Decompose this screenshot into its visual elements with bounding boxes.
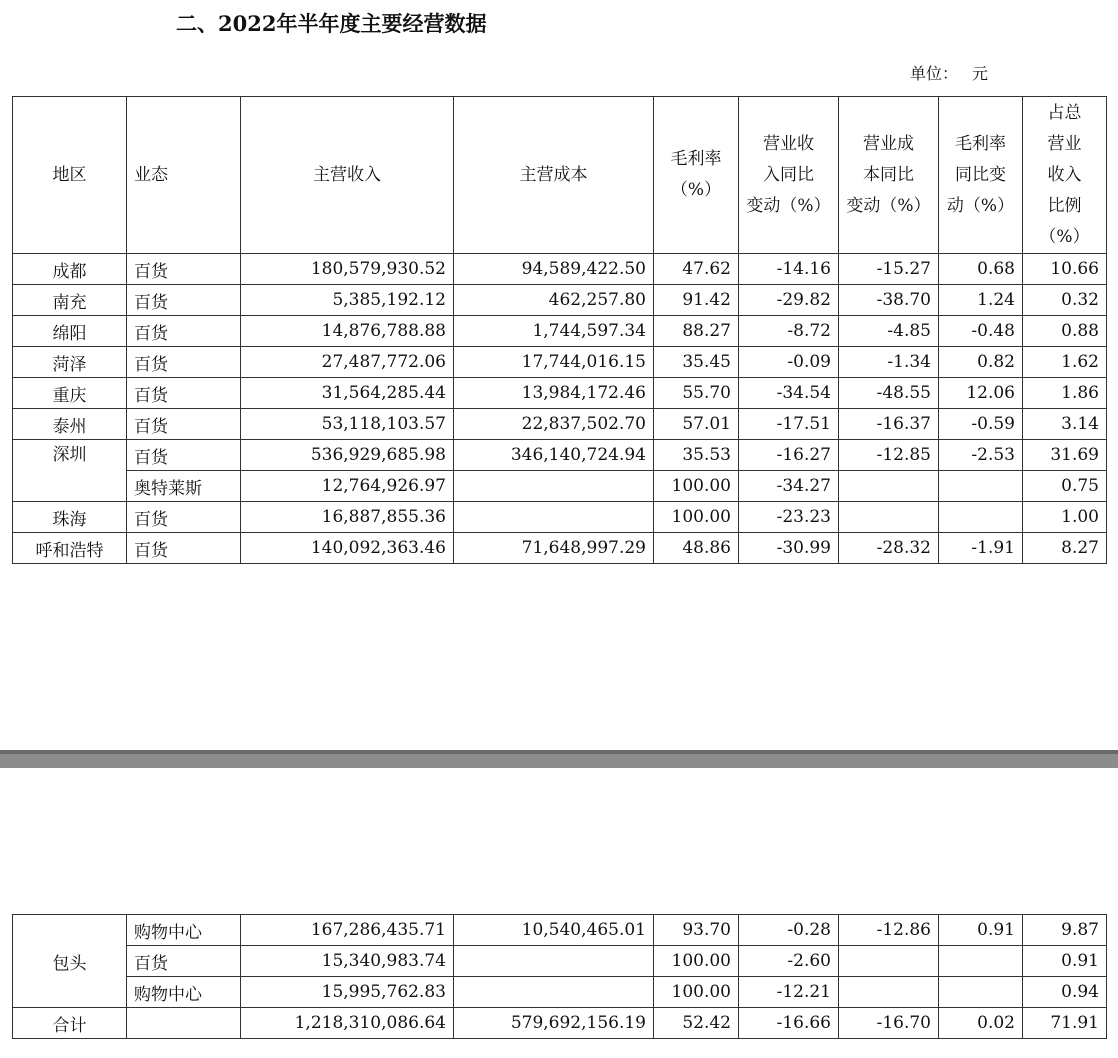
region-cell: 包头: [13, 915, 127, 1008]
margin-yoy-cell: -0.48: [939, 316, 1023, 347]
cost-cell: 71,648,997.29: [454, 533, 654, 564]
revenue-share-cell: 0.32: [1023, 285, 1107, 316]
margin-yoy-cell: [939, 502, 1023, 533]
region-cell: 珠海: [13, 502, 127, 533]
section-title: 二、2022年半年度主要经营数据: [176, 11, 487, 36]
region-cell: 深圳: [13, 440, 127, 502]
cost-yoy-cell: -16.37: [839, 409, 939, 440]
table-row: [13, 440, 1107, 471]
header-revenue-share: 占总 营业 收入 比例 （%）: [1023, 97, 1107, 254]
revenue-yoy-cell: -34.54: [739, 378, 839, 409]
table-row: [13, 254, 1107, 285]
cost-cell: [454, 471, 654, 502]
format-cell: [127, 1008, 241, 1039]
header-cost: 主营成本: [454, 97, 654, 254]
revenue-yoy-cell: -16.66: [739, 1008, 839, 1039]
revenue-share-cell: 71.91: [1023, 1008, 1107, 1039]
margin-yoy-cell: 0.02: [939, 1008, 1023, 1039]
gross-margin-cell: 55.70: [654, 378, 739, 409]
gross-margin-cell: 47.62: [654, 254, 739, 285]
revenue-yoy-cell: -29.82: [739, 285, 839, 316]
table-row: [13, 533, 1107, 564]
cost-cell: [454, 977, 654, 1008]
revenue-yoy-cell: -16.27: [739, 440, 839, 471]
header-gross-margin: 毛利率 （%）: [654, 97, 739, 254]
table-row: [13, 1008, 1107, 1039]
format-cell: 百货: [127, 409, 241, 440]
table-row: [13, 378, 1107, 409]
cost-yoy-cell: -16.70: [839, 1008, 939, 1039]
gross-margin-cell: 35.45: [654, 347, 739, 378]
cost-cell: 10,540,465.01: [454, 915, 654, 946]
operating-data-table-continued: [12, 914, 1107, 1039]
format-cell: 百货: [127, 502, 241, 533]
cost-cell: 22,837,502.70: [454, 409, 654, 440]
revenue-cell: 536,929,685.98: [241, 440, 454, 471]
table-row: [13, 347, 1107, 378]
revenue-cell: 140,092,363.46: [241, 533, 454, 564]
region-cell: 合计: [13, 1008, 127, 1039]
region-cell: 泰州: [13, 409, 127, 440]
revenue-share-cell: 10.66: [1023, 254, 1107, 285]
revenue-share-cell: 0.75: [1023, 471, 1107, 502]
unit-value: 元: [972, 64, 989, 83]
gross-margin-cell: 100.00: [654, 946, 739, 977]
revenue-yoy-cell: -8.72: [739, 316, 839, 347]
format-cell: 百货: [127, 285, 241, 316]
revenue-share-cell: 1.62: [1023, 347, 1107, 378]
cost-cell: 13,984,172.46: [454, 378, 654, 409]
cost-cell: [454, 502, 654, 533]
revenue-cell: 5,385,192.12: [241, 285, 454, 316]
cost-cell: 462,257.80: [454, 285, 654, 316]
revenue-share-cell: 0.94: [1023, 977, 1107, 1008]
cost-yoy-cell: -48.55: [839, 378, 939, 409]
cost-cell: [454, 946, 654, 977]
header-revenue-yoy: 营业收 入同比 变动（%）: [739, 97, 839, 254]
revenue-cell: 31,564,285.44: [241, 378, 454, 409]
cost-yoy-cell: -12.85: [839, 440, 939, 471]
region-cell: 成都: [13, 254, 127, 285]
cost-yoy-cell: [839, 471, 939, 502]
revenue-cell: 53,118,103.57: [241, 409, 454, 440]
cost-yoy-cell: -15.27: [839, 254, 939, 285]
format-cell: 百货: [127, 440, 241, 471]
header-region: 地区: [13, 97, 127, 254]
cost-cell: 579,692,156.19: [454, 1008, 654, 1039]
region-cell: 绵阳: [13, 316, 127, 347]
revenue-yoy-cell: -34.27: [739, 471, 839, 502]
revenue-cell: 14,876,788.88: [241, 316, 454, 347]
cost-yoy-cell: -4.85: [839, 316, 939, 347]
gross-margin-cell: 57.01: [654, 409, 739, 440]
format-cell: 奥特莱斯: [127, 471, 241, 502]
revenue-yoy-cell: -0.09: [739, 347, 839, 378]
header-format: 业态: [127, 97, 241, 254]
revenue-share-cell: 1.86: [1023, 378, 1107, 409]
cost-yoy-cell: [839, 977, 939, 1008]
margin-yoy-cell: 0.82: [939, 347, 1023, 378]
margin-yoy-cell: -1.91: [939, 533, 1023, 564]
margin-yoy-cell: 0.91: [939, 915, 1023, 946]
format-cell: 购物中心: [127, 977, 241, 1008]
gross-margin-cell: 88.27: [654, 316, 739, 347]
margin-yoy-cell: -2.53: [939, 440, 1023, 471]
cost-yoy-cell: -12.86: [839, 915, 939, 946]
revenue-yoy-cell: -30.99: [739, 533, 839, 564]
gross-margin-cell: 100.00: [654, 502, 739, 533]
revenue-share-cell: 0.91: [1023, 946, 1107, 977]
region-cell: 菏泽: [13, 347, 127, 378]
margin-yoy-cell: [939, 977, 1023, 1008]
format-cell: 百货: [127, 946, 241, 977]
gross-margin-cell: 100.00: [654, 977, 739, 1008]
format-cell: 百货: [127, 316, 241, 347]
format-cell: 百货: [127, 347, 241, 378]
format-cell: 百货: [127, 254, 241, 285]
revenue-yoy-cell: -23.23: [739, 502, 839, 533]
format-cell: 购物中心: [127, 915, 241, 946]
gross-margin-cell: 52.42: [654, 1008, 739, 1039]
gross-margin-cell: 100.00: [654, 471, 739, 502]
table-row: [13, 915, 1107, 946]
revenue-share-cell: 31.69: [1023, 440, 1107, 471]
gross-margin-cell: 93.70: [654, 915, 739, 946]
margin-yoy-cell: 0.68: [939, 254, 1023, 285]
gross-margin-cell: 48.86: [654, 533, 739, 564]
cost-yoy-cell: [839, 946, 939, 977]
unit-note: [910, 61, 988, 84]
revenue-cell: 15,995,762.83: [241, 977, 454, 1008]
revenue-cell: 167,286,435.71: [241, 915, 454, 946]
table-row: [13, 285, 1107, 316]
header-cost-yoy: 营业成 本同比 变动（%）: [839, 97, 939, 254]
table-row: [13, 471, 1107, 502]
format-cell: 百货: [127, 533, 241, 564]
revenue-yoy-cell: -17.51: [739, 409, 839, 440]
margin-yoy-cell: [939, 946, 1023, 977]
table-row: [13, 409, 1107, 440]
revenue-yoy-cell: -0.28: [739, 915, 839, 946]
region-cell: 南充: [13, 285, 127, 316]
cost-cell: 94,589,422.50: [454, 254, 654, 285]
revenue-share-cell: 0.88: [1023, 316, 1107, 347]
revenue-share-cell: 1.00: [1023, 502, 1107, 533]
format-cell: 百货: [127, 378, 241, 409]
region-cell: 重庆: [13, 378, 127, 409]
revenue-cell: 12,764,926.97: [241, 471, 454, 502]
cost-yoy-cell: -1.34: [839, 347, 939, 378]
cost-yoy-cell: -38.70: [839, 285, 939, 316]
table-row: [13, 977, 1107, 1008]
revenue-share-cell: 9.87: [1023, 915, 1107, 946]
cost-yoy-cell: [839, 502, 939, 533]
cost-cell: 346,140,724.94: [454, 440, 654, 471]
operating-data-table: [12, 96, 1107, 564]
revenue-cell: 16,887,855.36: [241, 502, 454, 533]
revenue-cell: 27,487,772.06: [241, 347, 454, 378]
cost-cell: 1,744,597.34: [454, 316, 654, 347]
margin-yoy-cell: [939, 471, 1023, 502]
table-row: [13, 316, 1107, 347]
revenue-share-cell: 3.14: [1023, 409, 1107, 440]
unit-label: 单位：: [910, 64, 959, 83]
region-cell: 呼和浩特: [13, 533, 127, 564]
margin-yoy-cell: 12.06: [939, 378, 1023, 409]
margin-yoy-cell: 1.24: [939, 285, 1023, 316]
cost-cell: 17,744,016.15: [454, 347, 654, 378]
header-margin-yoy: 毛利率 同比变 动（%）: [939, 97, 1023, 254]
revenue-cell: 15,340,983.74: [241, 946, 454, 977]
table-row: [13, 502, 1107, 533]
header-revenue: 主营收入: [241, 97, 454, 254]
revenue-cell: 1,218,310,086.64: [241, 1008, 454, 1039]
revenue-cell: 180,579,930.52: [241, 254, 454, 285]
revenue-yoy-cell: -14.16: [739, 254, 839, 285]
page-break-divider: [0, 750, 1118, 768]
header-row: [13, 97, 1107, 254]
revenue-share-cell: 8.27: [1023, 533, 1107, 564]
table-row: [13, 946, 1107, 977]
gross-margin-cell: 35.53: [654, 440, 739, 471]
cost-yoy-cell: -28.32: [839, 533, 939, 564]
revenue-yoy-cell: -2.60: [739, 946, 839, 977]
gross-margin-cell: 91.42: [654, 285, 739, 316]
margin-yoy-cell: -0.59: [939, 409, 1023, 440]
revenue-yoy-cell: -12.21: [739, 977, 839, 1008]
